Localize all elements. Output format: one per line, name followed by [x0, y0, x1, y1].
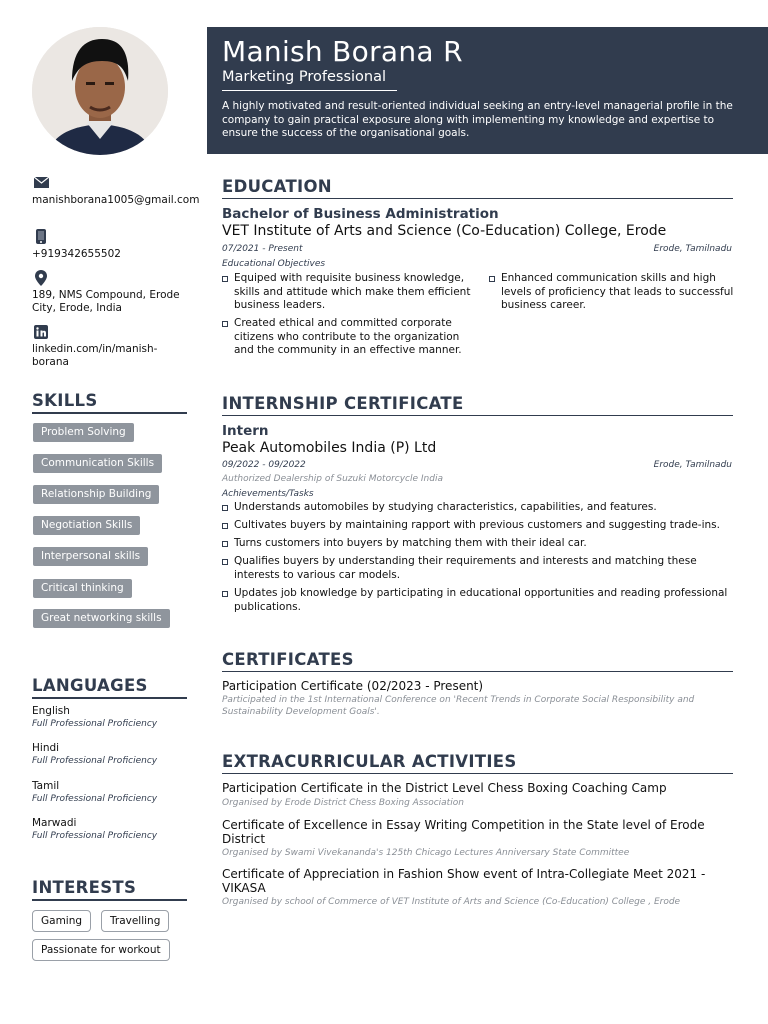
- phone-number[interactable]: +919342655502: [32, 248, 121, 260]
- company-description: Authorized Dealership of Suzuki Motorcycle India: [222, 474, 443, 484]
- language-level: Full Professional Proficiency: [32, 831, 158, 841]
- skill-tag: Negotiation Skills: [33, 516, 140, 535]
- skill-tag: Critical thinking: [33, 579, 132, 598]
- education-bullet: Equiped with requisite business knowledge, skills and attitude which make them efficient business leaders.: [222, 272, 474, 313]
- skills-heading: SKILLS: [32, 391, 187, 414]
- extracurricular-heading: EXTRACURRICULAR ACTIVITIES: [222, 752, 733, 774]
- education-bullet: Created ethical and committed corporate citizens who contribute to the organization and the community in an effective manner.: [222, 317, 474, 358]
- certificates-heading: CERTIFICATES: [222, 650, 733, 672]
- skill-tag: Communication Skills: [33, 454, 162, 473]
- education-bullet: Enhanced communication skills and high levels of proficiency that leads to successful business career.: [489, 272, 745, 313]
- internship-sublabel: Achievements/Tasks: [222, 489, 314, 499]
- email-icon: [34, 177, 49, 188]
- education-dates: 07/2021 - Present: [222, 244, 303, 254]
- education-sublabel: Educational Objectives: [222, 259, 326, 269]
- linkedin-icon: [34, 325, 48, 339]
- address: 189, NMS Compound, Erode City, Erode, India: [32, 289, 180, 314]
- degree-title: Bachelor of Business Administration: [222, 206, 499, 222]
- internship-heading: INTERNSHIP CERTIFICATE: [222, 394, 733, 416]
- education-location: Erode, Tamilnadu: [653, 244, 732, 254]
- language-name: Marwadi: [32, 817, 77, 829]
- activity-title: Certificate of Appreciation in Fashion Show event of Intra-Collegiate Meet 2021 - VIKASA: [222, 867, 706, 895]
- certificate-description: Participated in the 1st International Conference on 'Recent Trends in Corporate Social Responsibility and Sustainability Development Goals'.: [222, 695, 695, 717]
- interest-tag: Passionate for workout: [32, 939, 170, 961]
- interest-tag: Gaming: [32, 910, 91, 932]
- internship-dates: 09/2022 - 09/2022: [222, 460, 306, 470]
- internship-bullet: Cultivates buyers by maintaining rapport with previous customers and suggesting trade-ins.: [222, 519, 734, 533]
- language-name: English: [32, 705, 70, 717]
- candidate-role: Marketing Professional: [222, 69, 387, 85]
- activity-description: Organised by school of Commerce of VET Institute of Arts and Science (Co-Education) College , Erode: [222, 897, 681, 907]
- language-name: Hindi: [32, 742, 60, 754]
- internship-bullet: Turns customers into buyers by matching them with their ideal car.: [222, 537, 734, 551]
- language-level: Full Professional Proficiency: [32, 719, 158, 729]
- internship-bullet: Updates job knowledge by participating in educational opportunities and reading professional publications.: [222, 587, 744, 614]
- role-underline: [222, 90, 397, 91]
- school-name: VET Institute of Arts and Science (Co-Education) College, Erode: [222, 223, 667, 239]
- interest-tag: Travelling: [101, 910, 169, 932]
- education-heading: EDUCATION: [222, 177, 733, 199]
- internship-location: Erode, Tamilnadu: [653, 460, 732, 470]
- activity-title: Participation Certificate in the District Level Chess Boxing Coaching Camp: [222, 781, 667, 795]
- activity-description: Organised by Erode District Chess Boxing Association: [222, 798, 464, 808]
- header-banner: [207, 27, 768, 154]
- languages-heading: LANGUAGES: [32, 676, 187, 699]
- skill-tag: Relationship Building: [33, 485, 159, 504]
- interests-heading: INTERESTS: [32, 878, 187, 901]
- activity-description: Organised by Swami Vivekananda's 125th Chicago Lectures Anniversary State Committee: [222, 848, 630, 858]
- internship-bullet: Qualifies buyers by understanding their requirements and interests and matching these interests to various car models.: [222, 555, 724, 582]
- email-link[interactable]: manishborana1005@gmail.com: [32, 194, 200, 206]
- language-name: Tamil: [32, 780, 60, 792]
- skill-tag: Great networking skills: [33, 609, 170, 628]
- profile-summary: A highly motivated and result-oriented individual seeking an entry-level managerial profile in the company to gain practical exposure along with implementing my knowledge and expertise to ensure the success of the organisational goals.: [222, 100, 733, 139]
- activity-title: Certificate of Excellence in Essay Writing Competition in the State level of Erode District: [222, 818, 705, 846]
- linkedin-link[interactable]: linkedin.com/in/manish-borana: [32, 343, 158, 368]
- skill-tag: Interpersonal skills: [33, 547, 148, 566]
- company-name: Peak Automobiles India (P) Ltd: [222, 440, 437, 456]
- candidate-name: Manish Borana R: [222, 35, 463, 68]
- internship-title: Intern: [222, 423, 269, 439]
- phone-icon: [36, 229, 46, 244]
- certificate-title: Participation Certificate (02/2023 - Present): [222, 679, 484, 693]
- internship-bullet: Understands automobiles by studying characteristics, capabilities, and features.: [222, 501, 734, 515]
- profile-photo: [32, 27, 168, 155]
- language-level: Full Professional Proficiency: [32, 794, 158, 804]
- language-level: Full Professional Proficiency: [32, 756, 158, 766]
- location-icon: [35, 270, 47, 286]
- skill-tag: Problem Solving: [33, 423, 134, 442]
